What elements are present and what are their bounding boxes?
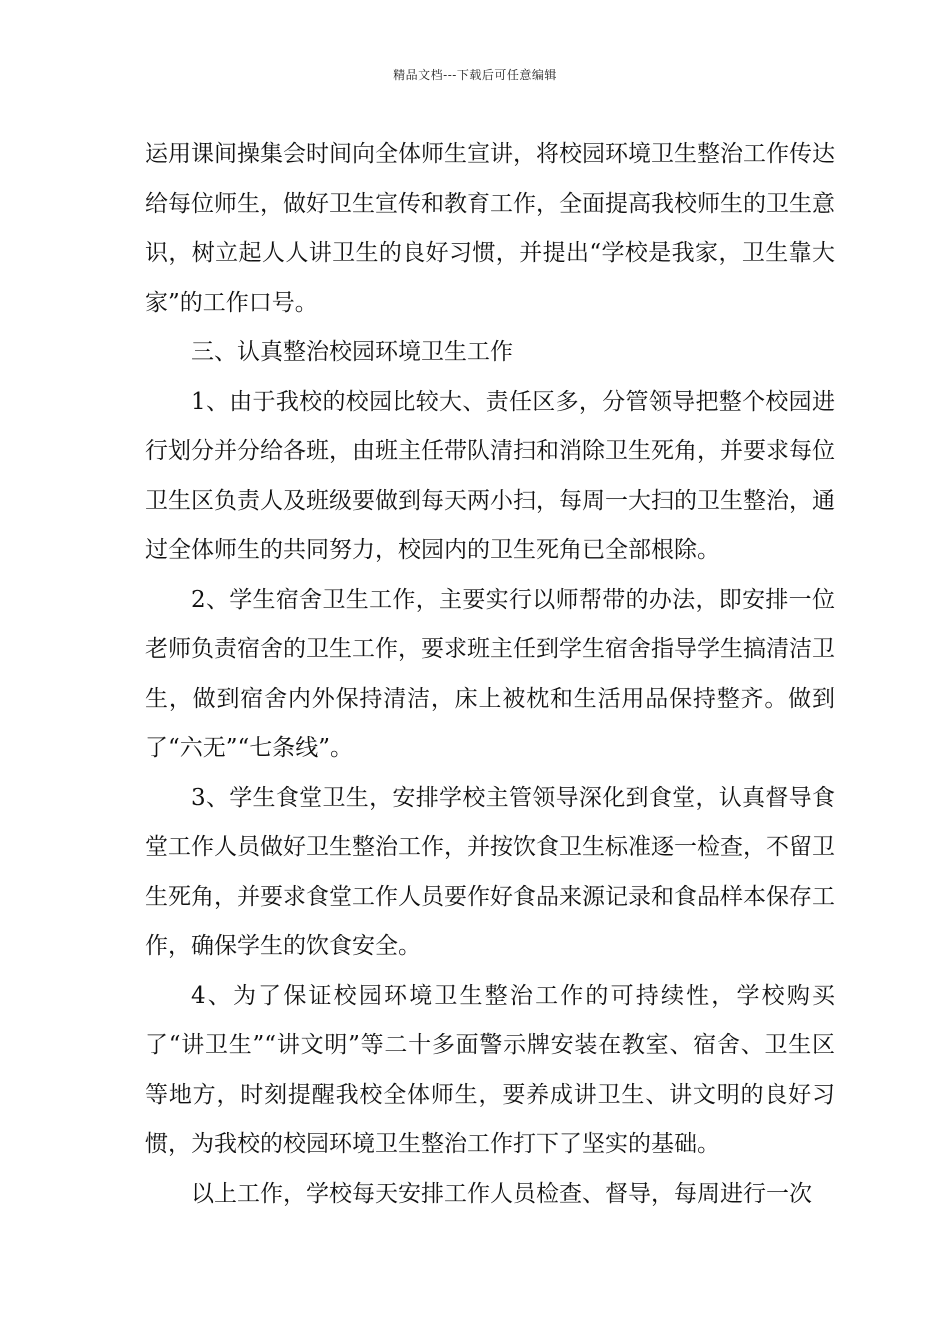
section-heading: 三、认真整治校园环境卫生工作 <box>191 339 513 365</box>
paragraph-summary: 以上工作，学校每天安排工作人员检查、督导，每周进行一次 <box>191 1180 812 1207</box>
paragraph-continuation: 运用课间操集会时间向全体师生宣讲，将校园环境卫生整治工作传达给每位师生，做好卫生宣传和教育工作，全面提高我校师生的卫生意识，树立起人人讲卫生的良好习惯，并提出“学校是我家，卫生靠大家”的工作口号。 <box>145 141 835 316</box>
document-body <box>145 130 835 1219</box>
paragraph-item-3: 3、学生食堂卫生，安排学校主管领导深化到食堂，认真督导食堂工作人员做好卫生整治工作，并按饮食卫生标准逐一检查，不留卫生死角，并要求食堂工作人员要作好食品来源记录和食品样本保存工作，确保学生的饮食安全。 <box>145 784 835 959</box>
paragraph-item-4: 4、为了保证校园环境卫生整治工作的可持续性，学校购买了“讲卫生”“讲文明”等二十多面警示牌安装在教室、宿舍、卫生区等地方，时刻提醒我校全体师生，要养成讲卫生、讲文明的良好习惯，为我校的校园环境卫生整治工作打下了坚实的基础。 <box>145 982 835 1157</box>
paragraph-item-2: 2、学生宿舍卫生工作，主要实行以师帮带的办法，即安排一位老师负责宿舍的卫生工作，要求班主任到学生宿舍指导学生搞清洁卫生，做到宿舍内外保持清洁，床上被枕和生活用品保持整齐。做到了“六无”“七条线”。 <box>145 586 835 761</box>
page-header: 精品文档---下载后可任意编辑 <box>393 68 557 82</box>
paragraph-item-1: 1、由于我校的校园比较大、责任区多，分管领导把整个校园进行划分并分给各班，由班主任带队清扫和消除卫生死角，并要求每位卫生区负责人及班级要做到每天两小扫，每周一大扫的卫生整治，通过全体师生的共同努力，校园内的卫生死角已全部根除。 <box>145 388 835 563</box>
